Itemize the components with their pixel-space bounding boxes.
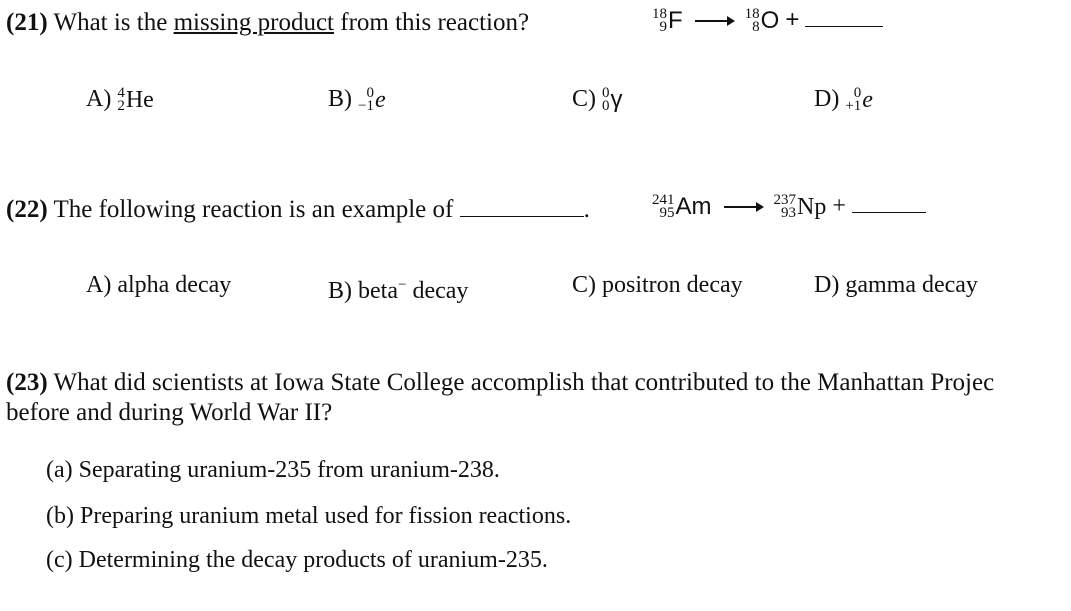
option-label: C) <box>572 86 596 112</box>
option-c[interactable] <box>572 84 623 114</box>
option-c[interactable]: (c) Determining the decay products of uranium-235. <box>46 547 548 573</box>
period: . <box>583 196 590 223</box>
question-text: The following reaction is an example of <box>53 196 454 223</box>
particle-symbol: e <box>374 87 386 114</box>
question-text-end: from this reaction? <box>334 9 530 36</box>
option-label: B) <box>328 278 352 304</box>
option-text: alpha decay <box>117 272 232 298</box>
answer-blank <box>852 212 926 213</box>
question-number: (21) <box>6 9 48 36</box>
particle-symbol: He <box>125 87 154 114</box>
answer-blank <box>460 216 584 217</box>
question-23-prompt <box>6 368 994 398</box>
element-symbol: F <box>668 7 683 35</box>
question-21-reaction <box>652 6 883 35</box>
element-symbol: Np <box>797 194 827 221</box>
option-text-suffix: decay <box>406 278 469 304</box>
option-label: D) <box>814 86 840 112</box>
option-d[interactable] <box>814 270 978 300</box>
question-number: (22) <box>6 196 48 223</box>
plus-sign: + <box>832 193 846 219</box>
option-label: D) <box>814 272 840 298</box>
question-text-underlined: missing product <box>173 9 334 36</box>
option-b[interactable] <box>328 270 468 306</box>
option-b[interactable]: (b) Preparing uranium metal used for fission reactions. <box>46 503 572 529</box>
mass-number: 18 <box>652 6 667 23</box>
mass-number: 237 <box>773 192 796 209</box>
question-23-prompt-line2: before and during World War II? <box>6 399 333 426</box>
reaction-arrow-icon <box>724 206 762 208</box>
atomic-number: 95 <box>659 205 675 222</box>
option-d[interactable] <box>814 84 873 114</box>
question-21-prompt <box>6 8 529 38</box>
product-nuclide <box>774 193 827 221</box>
question-text-start: What is the <box>53 9 174 36</box>
option-label: C) <box>572 272 596 298</box>
option-b[interactable] <box>328 84 386 114</box>
option-text: positron decay <box>602 272 743 298</box>
atomic-number: 9 <box>659 19 667 36</box>
mass-number: 4 <box>117 85 125 102</box>
mass-number: 241 <box>652 192 675 209</box>
atomic-number: 2 <box>117 98 125 115</box>
question-text-line1: What did scientists at Iowa State College accomplish that contributed to the Manhattan Projec <box>53 369 995 396</box>
superscript-minus: − <box>397 277 407 293</box>
atomic-number: 93 <box>781 205 796 222</box>
option-text: gamma decay <box>845 272 978 298</box>
particle-symbol: γ <box>610 86 623 114</box>
option-label: A) <box>86 272 112 298</box>
reaction-arrow-icon <box>695 20 733 22</box>
element-symbol: Am <box>675 193 712 221</box>
reactant-nuclide <box>652 193 712 221</box>
option-a[interactable] <box>86 270 231 300</box>
question-22-prompt <box>6 195 590 225</box>
atomic-number: 0 <box>602 98 610 115</box>
product-nuclide <box>745 7 780 35</box>
mass-number: 18 <box>744 6 760 23</box>
question-number: (23) <box>6 369 48 396</box>
option-label: B) <box>328 86 352 112</box>
mass-number: 0 <box>853 85 862 102</box>
particle-symbol: e <box>862 87 873 114</box>
reactant-nuclide <box>652 7 683 35</box>
answer-blank <box>805 26 883 27</box>
element-symbol: O <box>760 7 780 35</box>
atomic-number: +1 <box>845 98 862 115</box>
atomic-number: 8 <box>752 19 760 36</box>
mass-number: 0 <box>602 85 610 102</box>
mass-number: 0 <box>366 85 374 102</box>
atomic-number: −1 <box>358 98 374 115</box>
option-label: A) <box>86 86 112 112</box>
option-a[interactable] <box>86 84 154 114</box>
question-22-reaction <box>652 193 926 221</box>
option-c[interactable] <box>572 270 743 300</box>
plus-sign: + <box>785 6 800 33</box>
option-a[interactable]: (a) Separating uranium-235 from uranium-238. <box>46 457 500 483</box>
option-text: beta <box>358 278 398 304</box>
